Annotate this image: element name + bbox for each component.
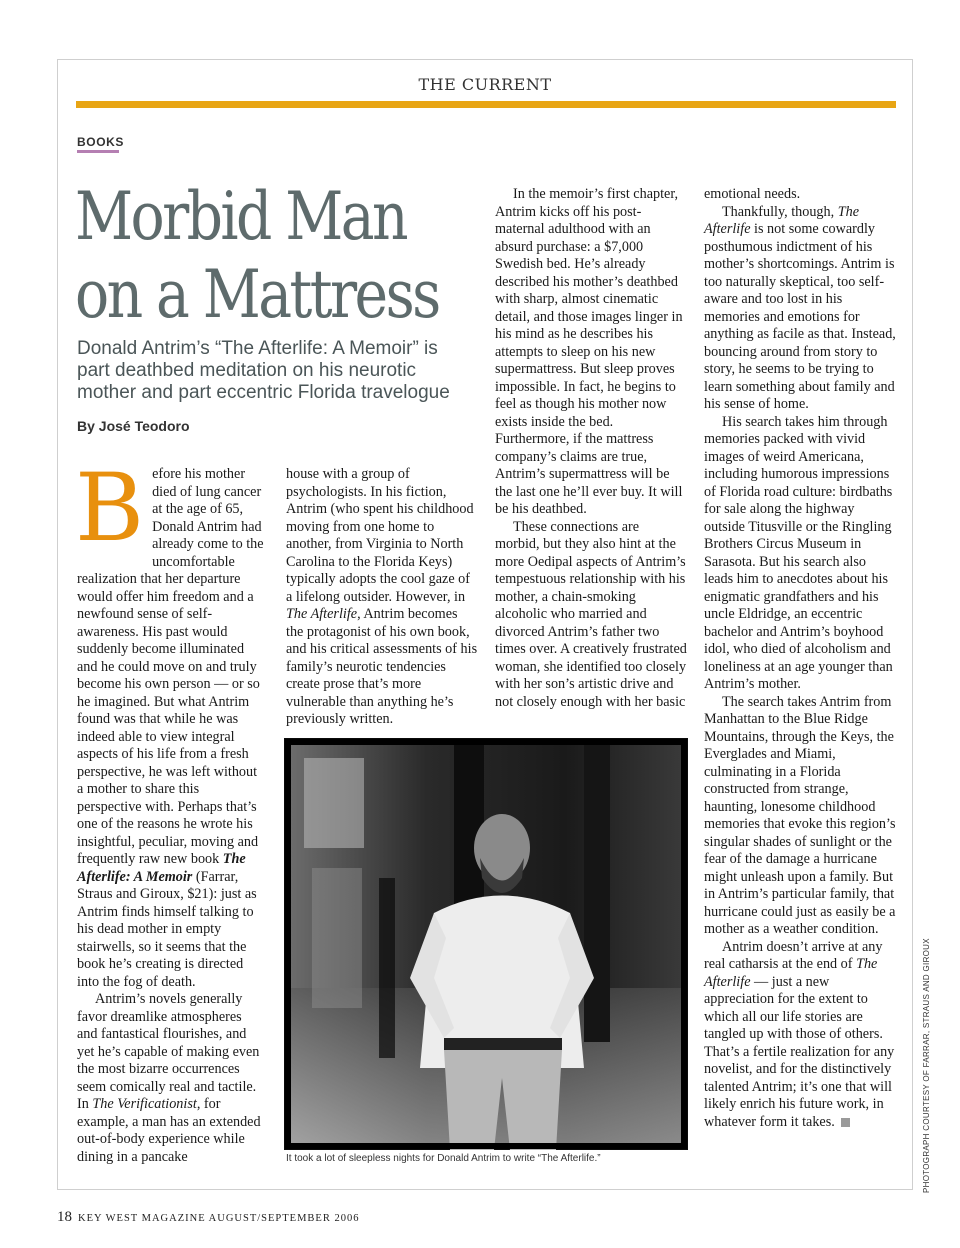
headline-line-1: Morbid Man [75,178,407,255]
photo-credit: PHOTOGRAPH COURTESY OF FARRAR, STRAUS AND GIROUX [922,938,931,1193]
kicker-label: BOOKS [77,135,125,149]
book-title: The Afterlife: A Memoir [77,851,246,885]
article-column-2 [286,466,478,729]
magazine-issue: KEY WEST MAGAZINE AUGUST/SEPTEMBER 2006 [78,1213,360,1224]
kicker-underline [77,150,119,153]
paragraph-1: Before his mother died of lung cancer at the age of 65, Donald Antrim had already come to the uncomfortable realization that her departure would offer him freedom and a newfound sense of self-awareness. His past would suddenly become illuminated and he could move on and truly become his own person — or so he imagined. But what Antrim found was that while he was indeed able to view integral aspects of his life from a fresh perspective, he was left without a mother to share this perspective with. Perhaps that’s one of the reasons he wrote his insightful, peculiar, moving and frequently raw new book The Afterlife: A Memoir (Farrar, Straus and Giroux, $21): just as Antrim finds himself talking to his dead mother in empty stairwells, so it seems that the book he’s creating is directed into the fog of death. [75,454,264,990]
paragraph-3: In the memoir’s first chapter, Antrim kicks off his post-maternal adulthood with an absurd purchase: a $7,000 Swedish bed. He’s already described his mother’s deathbed with sharp, almost cinematic detail, and those images linger in his mind as he describes his attempts to sleep on his new supermattress. But sleep proves impossible. In fact, he begins to feel as though his mother now exists inside the bed. Furthermore, if the mattress company’s claims are true, Antrim’s supermattress will be the last one he’ll ever buy. It will be his deathbed. [495,186,683,517]
folio [57,1209,359,1226]
byline: By José Teodoro [77,418,190,434]
dek: Donald Antrim’s “The Afterlife: A Memoir” is part deathbed meditation on his neurotic mother and part eccentric Florida travelogue [77,338,450,403]
section-header: THE CURRENT [418,75,552,94]
paragraph-6: His search takes him through memories packed with vivid images of weird Americana, including humorous impressions of Florida road culture: birdbaths for sale along the highway outside Titusville or the Ringling Brothers Circus Museum in Sarasota. But his search also leads him to anecdotes about his enigmatic grandfathers and his uncle Eldridge, an eccentric bachelor and Antrim’s boyhood idol, who died of alcoholism and loneliness at an age younger than Antrim’s mother. [704,413,893,692]
paragraph-4-cont: emotional needs. [704,186,801,202]
drop-cap: B [75,454,145,563]
paragraph-4: These connections are morbid, but they also hint at the more Oedipal aspects of Antrim’s tempestuous relationship with his mother, a chain-smoking alcoholic who married and divorced Antrim’s father two times over. A creatively frustrated woman, she identified too closely with her son’s artistic drive and not closely enough with her basic [495,518,687,710]
author-photo-illustration [284,738,688,1150]
article-column-3 [495,186,687,711]
paragraph-8: Antrim doesn’t arrive at any real catharsis at the end of The Afterlife — just a new appreciation for the extent to which all our life stories are tangled up with those of others. That’s a fertile realization for any novelist, and for the distinctively talented Antrim; it’s one that will likely enrich his future work, in whatever form it takes. [704,938,895,1130]
author-photo [284,738,688,1150]
end-mark-icon [841,1118,850,1127]
paragraph-2: Antrim’s novels generally favor dreamlike atmospheres and fantastical flourishes, and yet he’s capable of making even the most bizarre occurrences seem comically real and tactile. In The Verificationist, for example, a man has an extended out-of-body experience while dining in a pancake [77,991,261,1165]
article-column-1 [75,454,265,1166]
headline-line-2: on a Mattress [75,256,439,333]
paragraph-2-cont: house with a group of psychologists. In his fiction, Antrim (who spent his childhood moving from one home to another, from Virginia to North Carolina to the Florida Keys) typically adopts the cool gaze of a lifelong outsider. However, in The Afterlife, Antrim becomes the protagonist of his own book, and his critical assessments of his family’s neurotic tendencies create prose that’s more vulnerable than anything he’s previously written. [286,466,478,727]
article-column-4 [704,186,896,1131]
photo-caption: It took a lot of sleepless nights for Donald Antrim to write “The Afterlife.” [286,1153,601,1164]
page-number: 18 [57,1209,72,1225]
paragraph-5: Thankfully, though, The Afterlife is not some cowardly posthumous indictment of his mother’s shortcomings. Antrim is too naturally skeptical, too self-aware and too lost in his memories and emotions for anything as facile as that. Instead, bouncing around from story to story, he seems to be trying to learn something about family and his sense of home. [704,203,896,412]
header-rule [76,101,896,108]
paragraph-7: The search takes Antrim from Manhattan to the Blue Ridge Mountains, through the Keys, the Everglades and Miami, culminating in a Florida constructed from strange, haunting, lonesome childhood memories that evoke this region’s singular shades of sunlight or the fear of the damage a hurricane might unleash upon a family. But in Antrim’s particular family, that hurricane could just as easily be a mother as a weather condition. [704,693,896,937]
headline [75,178,439,334]
